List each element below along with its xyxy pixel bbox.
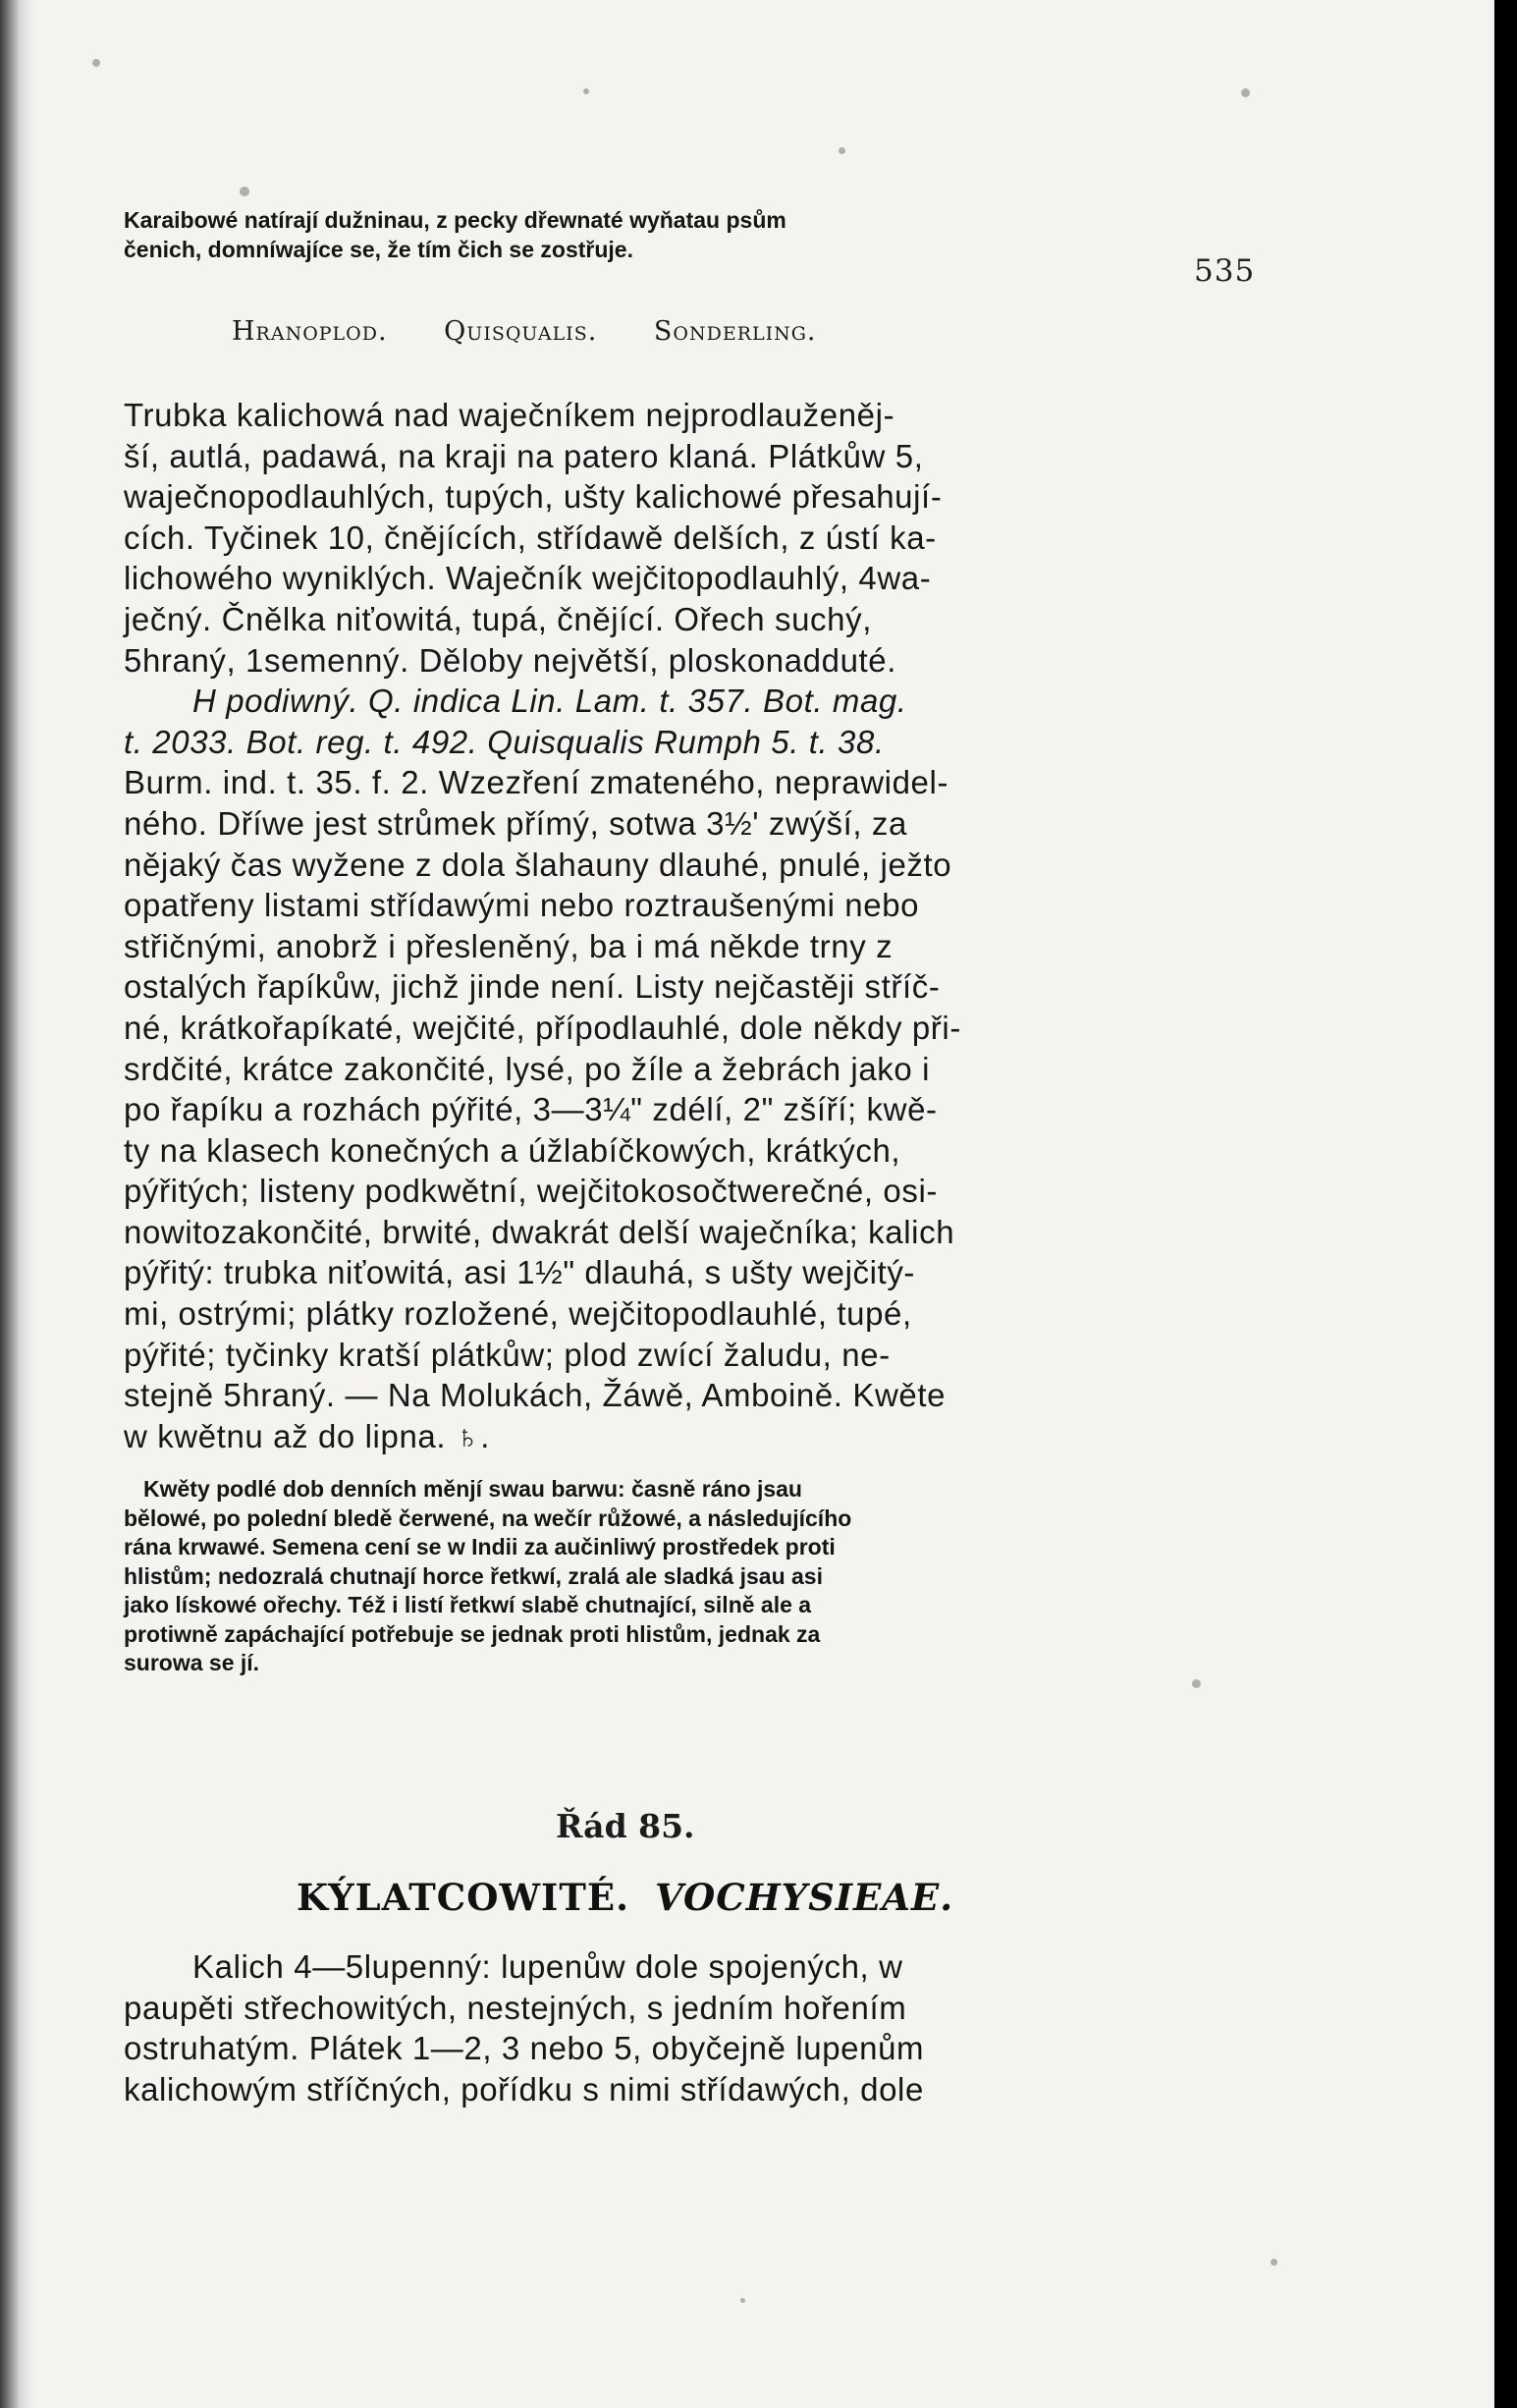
text-line: Burm. ind. t. 35. f. 2. Wzezření zmateného, neprawidel- bbox=[124, 764, 949, 801]
text-line: Karaibowé natírají dužninau, z pecky dřewnaté wyňatau psům bbox=[124, 207, 786, 233]
carry-over-note bbox=[124, 206, 1214, 264]
text-line: ného. Dříwe jest strůmek přímý, sotwa 3½' zwýší, za bbox=[124, 804, 907, 842]
footnote bbox=[124, 1475, 1214, 1678]
scan-speck bbox=[1241, 88, 1250, 97]
text-line: né, krátkořapíkaté, wejčité, přípodlauhlé, dole někdy při- bbox=[124, 1009, 961, 1046]
text-line: kalichowým stříčných, pořídku s nimi střídawých, dole bbox=[124, 2070, 924, 2107]
scan-speck bbox=[92, 59, 100, 67]
text-line: srdčité, krátce zakončité, lysé, po žíle a žebrách jako i bbox=[124, 1050, 931, 1087]
page-gutter-shadow bbox=[0, 0, 33, 2408]
text-line: waječnopodlauhlých, tupých, ušty kalichowé přesahují- bbox=[124, 478, 943, 516]
text-line: hlistům; nedozralá chutnají horce řetkwí, zralá ale sladká jsau asi bbox=[124, 1562, 823, 1589]
scan-speck bbox=[740, 2298, 745, 2303]
genus-czech-name: Hranoplod. bbox=[232, 316, 388, 347]
text-line: nějaký čas wyžene z dola šlahauny dlauhé, pnulé, ježto bbox=[124, 846, 952, 883]
genus-heading bbox=[232, 316, 864, 347]
page-number: 535 bbox=[1194, 253, 1256, 289]
genus-latin-name: Quisqualis. bbox=[444, 316, 598, 347]
scan-right-edge bbox=[1494, 0, 1517, 2408]
text-line: ostalých řapíkůw, jichž jinde není. Listy nejčastěji stříč- bbox=[124, 968, 941, 1006]
text-line: ječný. Čnělka niťowitá, tupá, čnějící. Ořech suchý, bbox=[124, 600, 872, 637]
text-line: střičnými, anobrž i přesleněný, ba i má někde trny z bbox=[124, 927, 894, 964]
text-line: paupěti střechowitých, nestejných, s jedním hořením bbox=[124, 1989, 907, 2026]
scan-speck bbox=[240, 187, 249, 196]
text-line: t. 2033. Bot. reg. t. 492. Quisqualis Rumph 5. t. 38. bbox=[124, 723, 885, 760]
text-line: ostruhatým. Plátek 1—2, 3 nebo 5, obyčejně lupenům bbox=[124, 2030, 925, 2067]
text-line: cích. Tyčinek 10, čnějících, střídawě delších, z ústí ka- bbox=[124, 519, 937, 556]
text-line: Kalich 4—5lupenný: lupenůw dole spojených, w bbox=[192, 1948, 903, 1985]
text-line: ší, autlá, padawá, na kraji na patero klaná. Plátkůw 5, bbox=[124, 437, 924, 474]
scan-speck bbox=[1271, 2259, 1277, 2266]
family-heading bbox=[297, 1876, 953, 1919]
text-line: H podiwný. Q. indica Lin. Lam. t. 357. Bot. mag. bbox=[192, 683, 907, 720]
text-line: stejně 5hraný. — Na Molukách, Žáwě, Amboině. Kwěte bbox=[124, 1377, 947, 1414]
text-line: pýřité; tyčinky kratší plátkůw; plod zwící žaludu, ne- bbox=[124, 1336, 891, 1373]
text-line: protiwně zapáchající potřebuje se jednak proti hlistům, jednak za bbox=[124, 1620, 821, 1647]
genus-description bbox=[124, 395, 1214, 1456]
text-line: pýřitý: trubka niťowitá, asi 1½" dlauhá, s ušty wejčitý- bbox=[124, 1254, 916, 1291]
text-line: čenich, domníwajíce se, že tím čich se zostřuje. bbox=[124, 236, 633, 262]
text-line: jako lískowé ořechy. Též i listí řetkwí slabě chutnající, silně ale a bbox=[124, 1592, 812, 1617]
text-line: rána krwawé. Semena cení se w Indii za aučinliwý prostředek proti bbox=[124, 1534, 836, 1560]
scan-speck bbox=[1192, 1679, 1201, 1688]
text-line: bělowé, po polední bledě čerwené, na wečír růžowé, a následujícího bbox=[124, 1505, 852, 1531]
family-czech-name: KÝLATCOWITÉ. bbox=[297, 1876, 629, 1919]
text-line: opatřeny listami střídawými nebo roztraušenými nebo bbox=[124, 887, 920, 924]
family-description bbox=[124, 1946, 1214, 2109]
family-latin-name: VOCHYSIEAE. bbox=[654, 1876, 954, 1919]
text-line: w kwětnu až do lipna. ♄. bbox=[124, 1417, 491, 1454]
text-line: ty na klasech konečných a úžlabíčkowých, krátkých, bbox=[124, 1131, 901, 1169]
scan-speck bbox=[839, 147, 845, 154]
text-line: surowa se jí. bbox=[124, 1650, 260, 1675]
order-heading: Řád 85. bbox=[556, 1807, 695, 1845]
scan-speck bbox=[583, 88, 589, 94]
text-line: lichowého wyniklých. Waječník wejčitopodlauhlý, 4wa- bbox=[124, 560, 932, 597]
text-line: Trubka kalichowá nad waječníkem nejprodlauženěj- bbox=[124, 397, 895, 433]
text-line: 5hraný, 1semenný. Děloby největší, ploskonadduté. bbox=[124, 641, 897, 679]
genus-german-name: Sonderling. bbox=[653, 316, 817, 347]
text-line: mi, ostrými; plátky rozložené, wejčitopodlauhlé, tupé, bbox=[124, 1295, 912, 1333]
text-line: po řapíku a rozhách pýřité, 3—3¼" zdélí, 2" zšíří; kwě- bbox=[124, 1091, 938, 1128]
text-line: pýřitých; listeny podkwětní, wejčitokosočtwerečné, osi- bbox=[124, 1173, 938, 1210]
text-line: nowitozakončité, brwité, dwakrát delší waječníka; kalich bbox=[124, 1213, 955, 1250]
book-page bbox=[33, 0, 1494, 2408]
text-line: Kwěty podlé dob denních měnjí swau barwu: časně ráno jsau bbox=[143, 1476, 802, 1502]
